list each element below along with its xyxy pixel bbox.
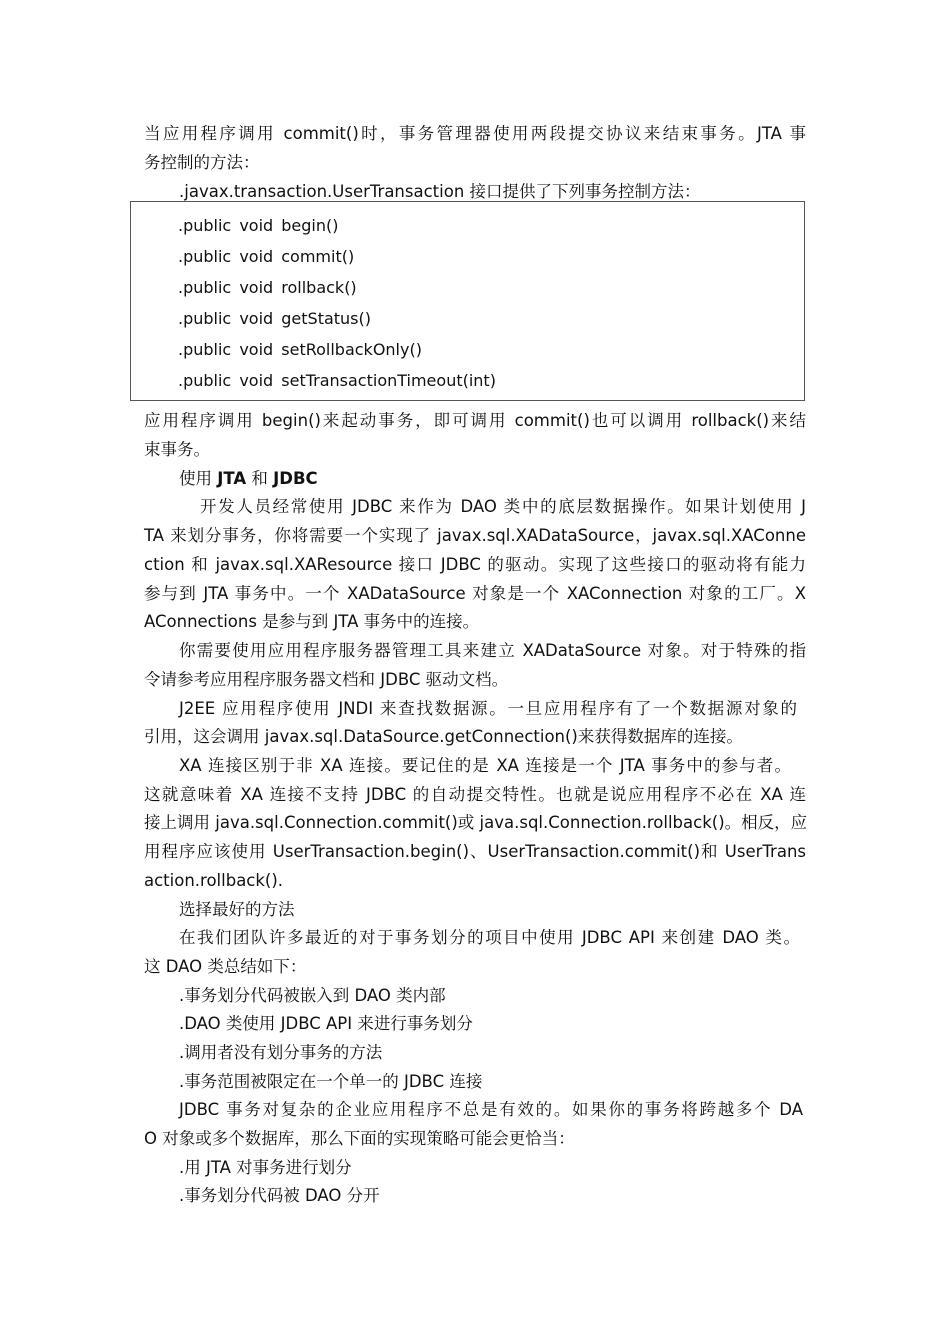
paragraph-line: TA 来划分事务，你将需要一个实现了 javax.sql.XADataSource，javax.sql.XAConne bbox=[144, 526, 806, 545]
heading-prefix: 使用 bbox=[179, 469, 218, 488]
list-item: .事务划分代码被 DAO 分开 bbox=[179, 1186, 380, 1205]
code-line: .public void commit() bbox=[178, 247, 355, 266]
list-item: .事务划分代码被嵌入到 DAO 类内部 bbox=[179, 986, 446, 1005]
heading-jta: JTA bbox=[217, 469, 247, 488]
paragraph-line: ction 和 javax.sql.XAResource 接口 JDBC 的驱动。实现了这些接口的驱动将有能力 bbox=[144, 555, 806, 574]
intro-line-2: 务控制的方法： bbox=[144, 153, 260, 172]
code-line: .public void getStatus() bbox=[178, 309, 371, 328]
code-line: .public void setRollbackOnly() bbox=[178, 340, 422, 359]
paragraph-line: action.rollback(). bbox=[144, 871, 284, 890]
paragraph-line: 开发人员经常使用 JDBC 来作为 DAO 类中的底层数据操作。如果计划使用 J bbox=[200, 497, 806, 516]
paragraph-line: 这 DAO 类总结如下： bbox=[144, 957, 307, 976]
paragraph-line: 用程序应该使用 UserTransaction.begin()、UserTransaction.commit()和 UserTrans bbox=[144, 842, 806, 861]
paragraph-line: 引用，这会调用 javax.sql.DataSource.getConnection()来获得数据库的连接。 bbox=[144, 727, 743, 746]
heading-jdbc: JDBC bbox=[273, 469, 318, 488]
list-item: .事务范围被限定在一个单一的 JDBC 连接 bbox=[179, 1072, 483, 1091]
after-code-line-1: 应用程序调用 begin()来起动事务，即可调用 commit()也可以调用 rollback()来结 bbox=[144, 411, 806, 430]
list-item: .用 JTA 对事务进行划分 bbox=[179, 1158, 352, 1177]
list-item: .DAO 类使用 JDBC API 来进行事务划分 bbox=[179, 1014, 473, 1033]
section-heading-best: 选择最好的方法 bbox=[179, 900, 295, 919]
paragraph-line: 在我们团队许多最近的对于事务划分的项目中使用 JDBC API 来创建 DAO 类。 bbox=[179, 928, 800, 947]
paragraph-line: XA 连接区别于非 XA 连接。要记住的是 XA 连接是一个 JTA 事务中的参与者。 bbox=[179, 756, 791, 775]
list-item: .调用者没有划分事务的方法 bbox=[179, 1043, 383, 1062]
paragraph-line: 你需要使用应用程序服务器管理工具来建立 XADataSource 对象。对于特殊的指 bbox=[179, 641, 806, 660]
paragraph-line: AConnections 是参与到 JTA 事务中的连接。 bbox=[144, 612, 480, 631]
intro-line-1: 当应用程序调用 commit()时，事务管理器使用两段提交协议来结束事务。JTA 事 bbox=[144, 124, 806, 143]
paragraph-line: J2EE 应用程序使用 JNDI 来查找数据源。一旦应用程序有了一个数据源对象的 bbox=[179, 699, 797, 718]
paragraph-line: O 对象或多个数据库，那么下面的实现策略可能会更恰当： bbox=[144, 1129, 575, 1148]
section-heading-jta-jdbc bbox=[179, 469, 318, 489]
after-code-line-2: 束事务。 bbox=[144, 440, 210, 459]
heading-mid: 和 bbox=[246, 469, 274, 488]
paragraph-line: JDBC 事务对复杂的企业应用程序不总是有效的。如果你的事务将跨越多个 DA bbox=[179, 1100, 803, 1119]
intro-line-3: .javax.transaction.UserTransaction 接口提供了下列事务控制方法： bbox=[179, 182, 701, 201]
paragraph-line: 参与到 JTA 事务中。一个 XADataSource 对象是一个 XAConnection 对象的工厂。X bbox=[144, 584, 806, 603]
paragraph-line: 这就意味着 XA 连接不支持 JDBC 的自动提交特性。也就是说应用程序不必在 XA 连 bbox=[144, 785, 806, 804]
paragraph-line: 令请参考应用程序服务器文档和 JDBC 驱动文档。 bbox=[144, 670, 509, 689]
code-listing-box bbox=[130, 201, 805, 401]
code-line: .public void setTransactionTimeout(int) bbox=[178, 371, 496, 390]
code-line: .public void begin() bbox=[178, 216, 339, 235]
code-line: .public void rollback() bbox=[178, 278, 357, 297]
paragraph-line: 接上调用 java.sql.Connection.commit()或 java.sql.Connection.rollback()。相反，应 bbox=[144, 813, 808, 832]
